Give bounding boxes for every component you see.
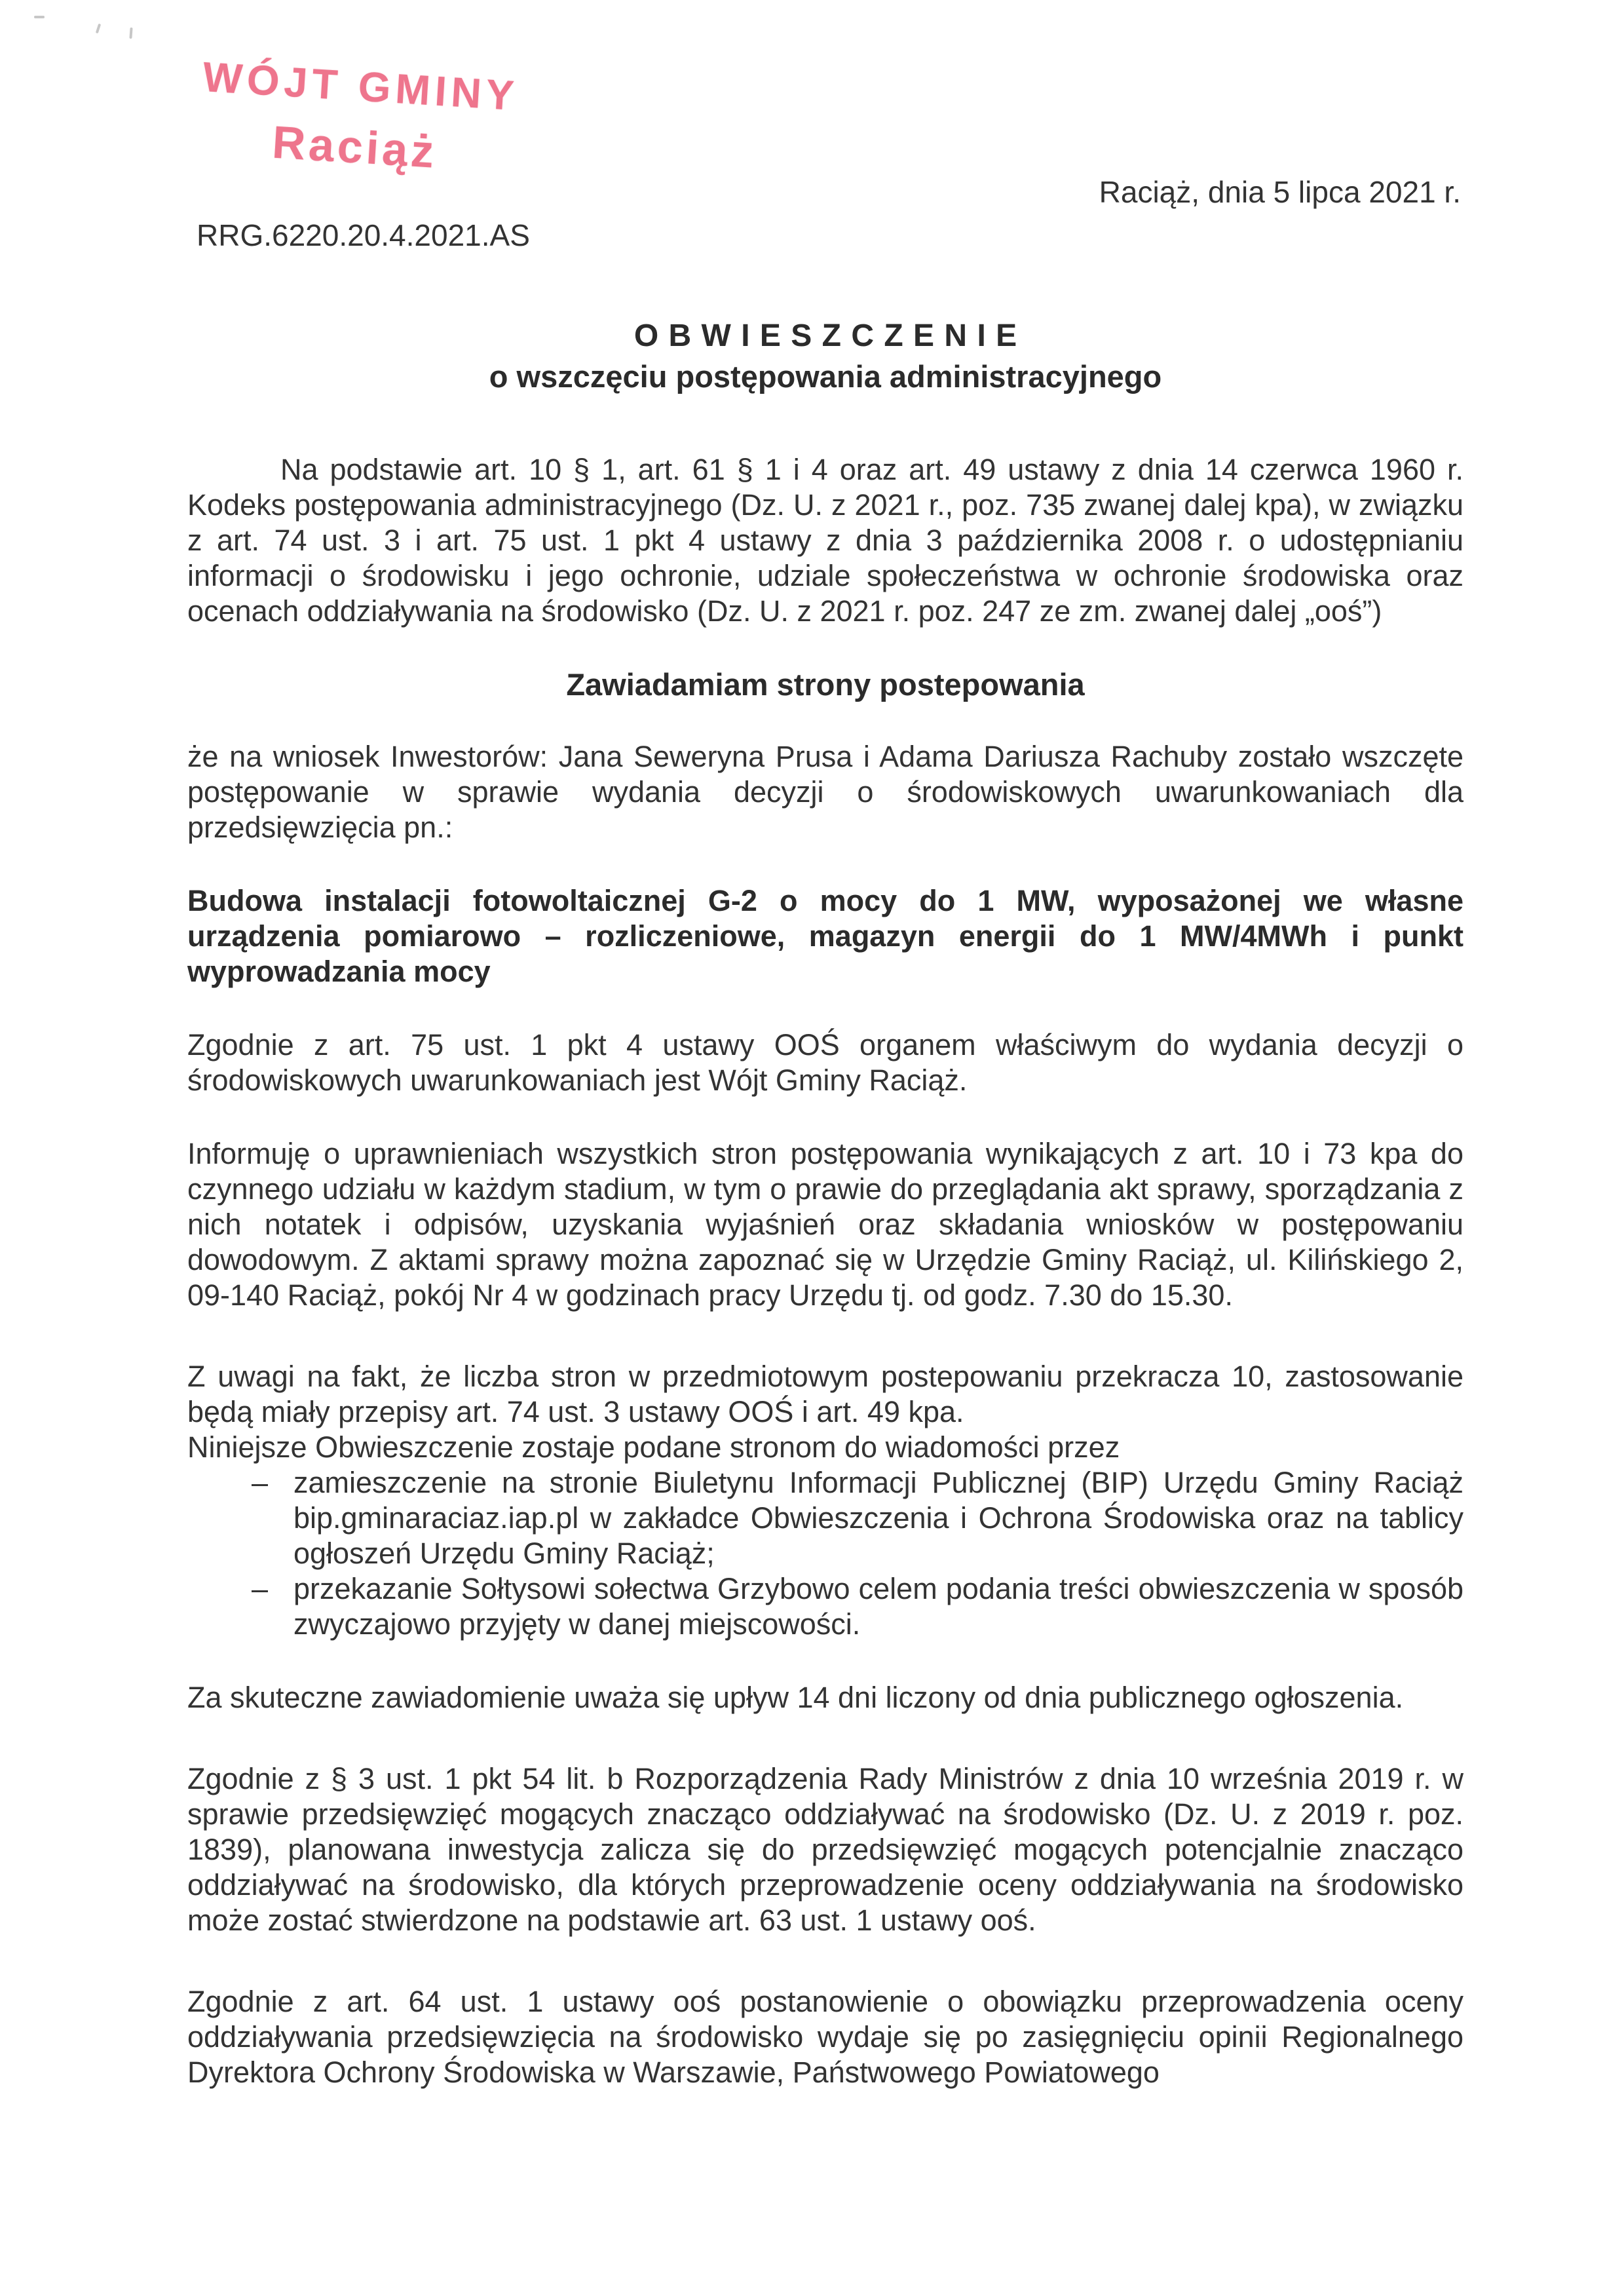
paragraph-parties-over-ten: Z uwagi na fakt, że liczba stron w przedmiotowym postepowaniu przekracza 10, zastosowanie będą miały przepisy art. 74 ust. 3 ustawy OOŚ i art. 49 kpa. [187, 1360, 1463, 1428]
case-reference: RRG.6220.20.4.2021.AS [197, 218, 530, 252]
pencil-mark [96, 24, 101, 34]
list-item-text: zamieszczenie na stronie Biuletynu Informacji Publicznej (BIP) Urzędu Gminy Raciąż bip.gminaraciaz.iap.pl w zakładce Obwieszczenia i Ochrona Środowiska oraz na tablicy ogłoszeń Urzędu Gminy Raciąż; [293, 1466, 1463, 1570]
document-body [187, 318, 1463, 2090]
paragraph-opinions: Zgodnie z art. 64 ust. 1 ustawy ooś postanowienie o obowiązku przeprowadzenia oceny oddziaływania przedsięwzięcia na środowisko wydaje się po zasięgnięciu opinii Regionalnego Dyrektora Ochrony Środowiska w Warszawie, Państwowego Powiatowego [187, 1985, 1463, 2089]
paragraph-publication-intro: Niniejsze Obwieszczenie zostaje podane stronom do wiadomości przez [187, 1430, 1120, 1464]
paragraph-project-name: Budowa instalacji fotowoltaicznej G-2 o mocy do 1 MW, wyposażonej we własne urządzenia pomiarowo – rozliczeniowe, magazyn energii do 1 MW/4MWh i punkt wyprowadzania mocy [187, 884, 1463, 988]
paragraph-party-rights: Informuję o uprawnieniach wszystkich stron postępowania wynikających z art. 10 i 73 kpa do czynnego udziału w każdym stadium, w tym o prawie do przeglądania akt sprawy, sporządzania z nich notatek i odpisów, uzyskania wyjaśnień oraz składania wniosków w postępowaniu dowodowym. Z aktami sprawy można zapoznać się w Urzędzie Gminy Raciąż, ul. Kilińskiego 2, 09-140 Raciąż, pokój Nr 4 w godzinach pracy Urzędu tj. od godz. 7.30 do 15.30. [187, 1137, 1463, 1312]
dash-marker: – [252, 1572, 269, 1605]
document-title: OBWIESZCZENIE [633, 318, 1027, 353]
list-item [187, 1465, 1463, 1571]
publication-methods-list [187, 1465, 1463, 1642]
list-item [187, 1571, 1463, 1642]
stamp-municipality-name: Raciąż [271, 116, 439, 178]
pencil-mark [34, 16, 45, 18]
paragraph-legal-basis: Na podstawie art. 10 § 1, art. 61 § 1 i 4 oraz art. 49 ustawy z dnia 14 czerwca 1960 r. Kodeks postępowania administracyjnego (Dz. U. z 2021 r., poz. 735 zwanej dalej kpa), w związku z art. 74 ust. 3 i art. 75 ust. 1 pkt 4 ustawy z dnia 3 października 2008 r. o udostępnianiu informacji o środowisku i jego ochronie, udziale społeczeństwa w ochronie środowiska oraz ocenach oddziaływania na środowisko (Dz. U. z 2021 r. poz. 247 ze zm. zwanej dalej „ooś”) [187, 453, 1463, 628]
dash-marker: – [252, 1466, 269, 1499]
paragraph-competent-authority: Zgodnie z art. 75 ust. 1 pkt 4 ustawy OOŚ organem właściwym do wydania decyzji o środowiskowych uwarunkowaniach jest Wójt Gminy Raciąż. [187, 1028, 1463, 1097]
pencil-mark [129, 28, 132, 39]
stamp-office-name: WÓJT GMINY [201, 52, 520, 120]
document-subtitle: o wszczęciu postępowania administracyjnego [489, 359, 1162, 394]
notice-heading: Zawiadamiam strony postepowania [566, 667, 1085, 702]
list-item-text: przekazanie Sołtysowi sołectwa Grzybowo celem podania treści obwieszczenia w sposób zwyczajowo przyjęty w danej miejscowości. [293, 1572, 1463, 1641]
paragraph-classification: Zgodnie z § 3 ust. 1 pkt 54 lit. b Rozporządzenia Rady Ministrów z dnia 10 września 2019 r. w sprawie przedsięwzięć mogących znacząco oddziaływać na środowisko (Dz. U. z 2019 r. poz. 1839), planowana inwestycja zalicza się do przedsięwzięć mogących potencjalnie znacząco oddziaływać na środowisko, dla których przeprowadzenie oceny oddziaływania na środowisko może zostać stwierdzone na podstawie art. 63 ust. 1 ustawy ooś. [187, 1762, 1463, 1937]
place-date-line: Raciąż, dnia 5 lipca 2021 r. [1099, 175, 1461, 209]
mayor-stamp [198, 52, 520, 183]
paragraph-initiation: że na wniosek Inwestorów: Jana Seweryna Prusa i Adama Dariusza Rachuby zostało wszczęte postępowanie w sprawie wydania decyzji o środowiskowych uwarunkowaniach dla przedsięwzięcia pn.: [187, 740, 1463, 844]
paragraph-effective-date: Za skuteczne zawiadomienie uważa się upływ 14 dni liczony od dnia publicznego ogłoszenia. [187, 1681, 1404, 1714]
